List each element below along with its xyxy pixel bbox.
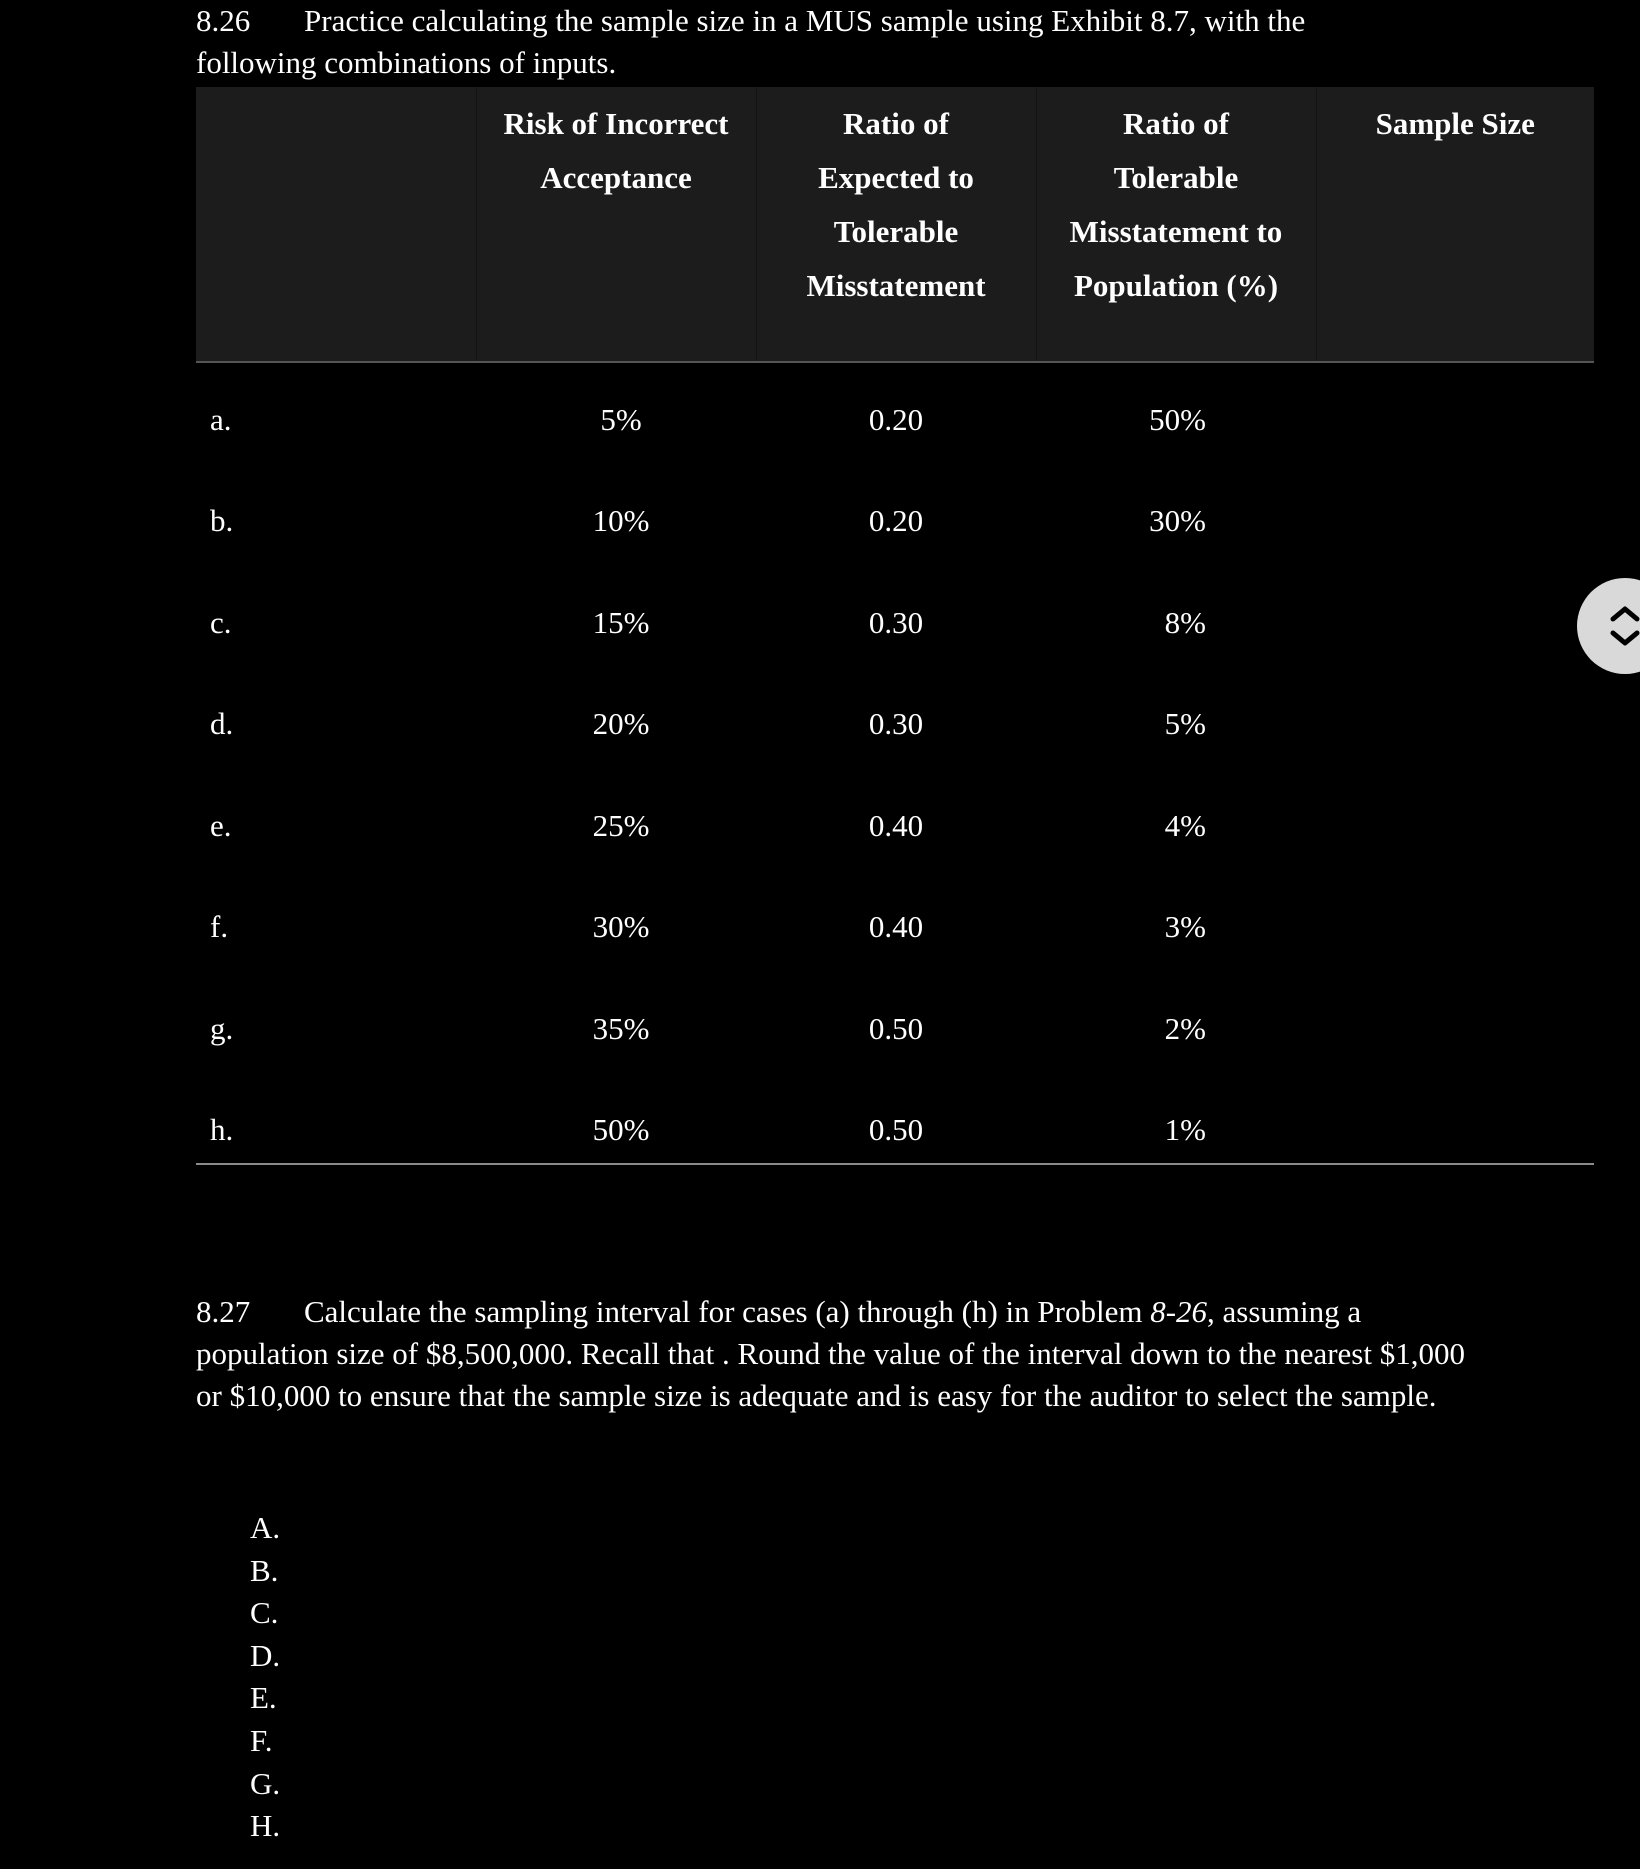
risk-cell: 35% [592, 1010, 650, 1046]
risk-cell: 20% [592, 706, 650, 742]
row-label: h. [210, 1112, 234, 1148]
sample-size-cell [1316, 674, 1594, 776]
sample-size-cell [1316, 1080, 1594, 1182]
sample-size-cell [1316, 471, 1594, 573]
table-row [196, 674, 1594, 776]
table-row [196, 775, 1594, 877]
risk-cell: 25% [592, 807, 650, 843]
population-ratio-cell: 3% [1164, 909, 1206, 945]
table-row [196, 978, 1594, 1080]
sample-size-cell [1316, 775, 1594, 877]
population-ratio-cell: 1% [1164, 1112, 1206, 1148]
row-label: g. [210, 1010, 234, 1046]
risk-cell: 15% [592, 604, 650, 640]
sample-size-cell [1316, 978, 1594, 1080]
header-risk-of-incorrect-acceptance: Risk of Incorrect Acceptance [476, 87, 756, 362]
problem-8-26-heading [196, 0, 1456, 84]
risk-cell: 30% [592, 909, 650, 945]
sample-size-cell [1316, 877, 1594, 979]
population-ratio-cell: 8% [1164, 604, 1206, 640]
expected-ratio-cell: 0.50 [868, 1112, 924, 1148]
answer-item-c: C. [250, 1595, 279, 1631]
table-row [196, 362, 1594, 471]
answer-item-e: E. [250, 1680, 277, 1716]
answer-item-g: G. [250, 1765, 281, 1801]
answer-item-a: A. [250, 1510, 281, 1545]
header-sample-size: Sample Size [1316, 87, 1594, 362]
expected-ratio-cell: 0.30 [868, 706, 924, 742]
population-ratio-cell: 5% [1164, 706, 1206, 742]
answer-item-f: F. [250, 1722, 273, 1758]
risk-cell: 5% [600, 401, 642, 437]
expected-ratio-cell: 0.20 [868, 503, 924, 539]
row-label: e. [210, 807, 232, 843]
expected-ratio-cell: 0.50 [868, 1010, 924, 1046]
row-label: d. [210, 706, 234, 742]
problem-text-part-b: , assuming a population size of $8,500,000. Recall that . Round the value of the interval down to the nearest $1,000 or $10,000 to ensure that the sample size is adequate and is easy for the auditor to select the sample. [196, 1294, 1465, 1413]
header-blank [196, 87, 476, 362]
row-label: b. [210, 503, 234, 539]
header-ratio-expected-to-tolerable: Ratio of Expected to Tolerable Misstatement [756, 87, 1036, 362]
answer-item-h: H. [250, 1808, 281, 1844]
problem-text: Practice calculating the sample size in a MUS sample using Exhibit 8.7, with the [304, 3, 1306, 38]
chevron-up-icon [1613, 609, 1637, 619]
table-bottom-rule [196, 1163, 1594, 1165]
row-label: a. [210, 401, 232, 437]
population-ratio-cell: 4% [1164, 807, 1206, 843]
chevron-up-down-icon [1607, 600, 1640, 652]
expected-ratio-cell: 0.40 [868, 807, 924, 843]
problem-text-continued: following combinations of inputs. [196, 45, 617, 80]
answer-item-d: D. [250, 1637, 281, 1673]
problem-number: 8.26 [196, 3, 251, 38]
chevron-down-icon [1613, 633, 1637, 643]
population-ratio-cell: 2% [1164, 1010, 1206, 1046]
table-row [196, 471, 1594, 573]
table-row [196, 877, 1594, 979]
sample-size-table-container [196, 87, 1594, 1181]
expected-ratio-cell: 0.40 [868, 909, 924, 945]
problem-number: 8.27 [196, 1294, 251, 1329]
expected-ratio-cell: 0.30 [868, 604, 924, 640]
answer-list [250, 1507, 280, 1848]
table-header-row [196, 87, 1594, 362]
population-ratio-cell: 50% [1149, 401, 1206, 437]
problem-8-27-text [196, 1291, 1496, 1417]
header-ratio-tolerable-to-population: Ratio of Tolerable Misstatement to Population (%) [1036, 87, 1316, 362]
risk-cell: 50% [592, 1112, 650, 1148]
answer-item-b: B. [250, 1552, 279, 1588]
population-ratio-cell: 30% [1149, 503, 1206, 539]
problem-reference: 8-26 [1150, 1294, 1208, 1329]
row-label: f. [210, 909, 229, 945]
expected-ratio-cell: 0.20 [868, 401, 924, 437]
risk-cell: 10% [592, 503, 650, 539]
table-row [196, 572, 1594, 674]
row-label: c. [210, 604, 232, 640]
problem-text-part-a: Calculate the sampling interval for cases (a) through (h) in Problem [304, 1294, 1151, 1329]
table-row [196, 1080, 1594, 1182]
sample-size-table [196, 87, 1594, 1181]
sample-size-cell [1316, 572, 1594, 674]
sample-size-cell [1316, 362, 1594, 471]
